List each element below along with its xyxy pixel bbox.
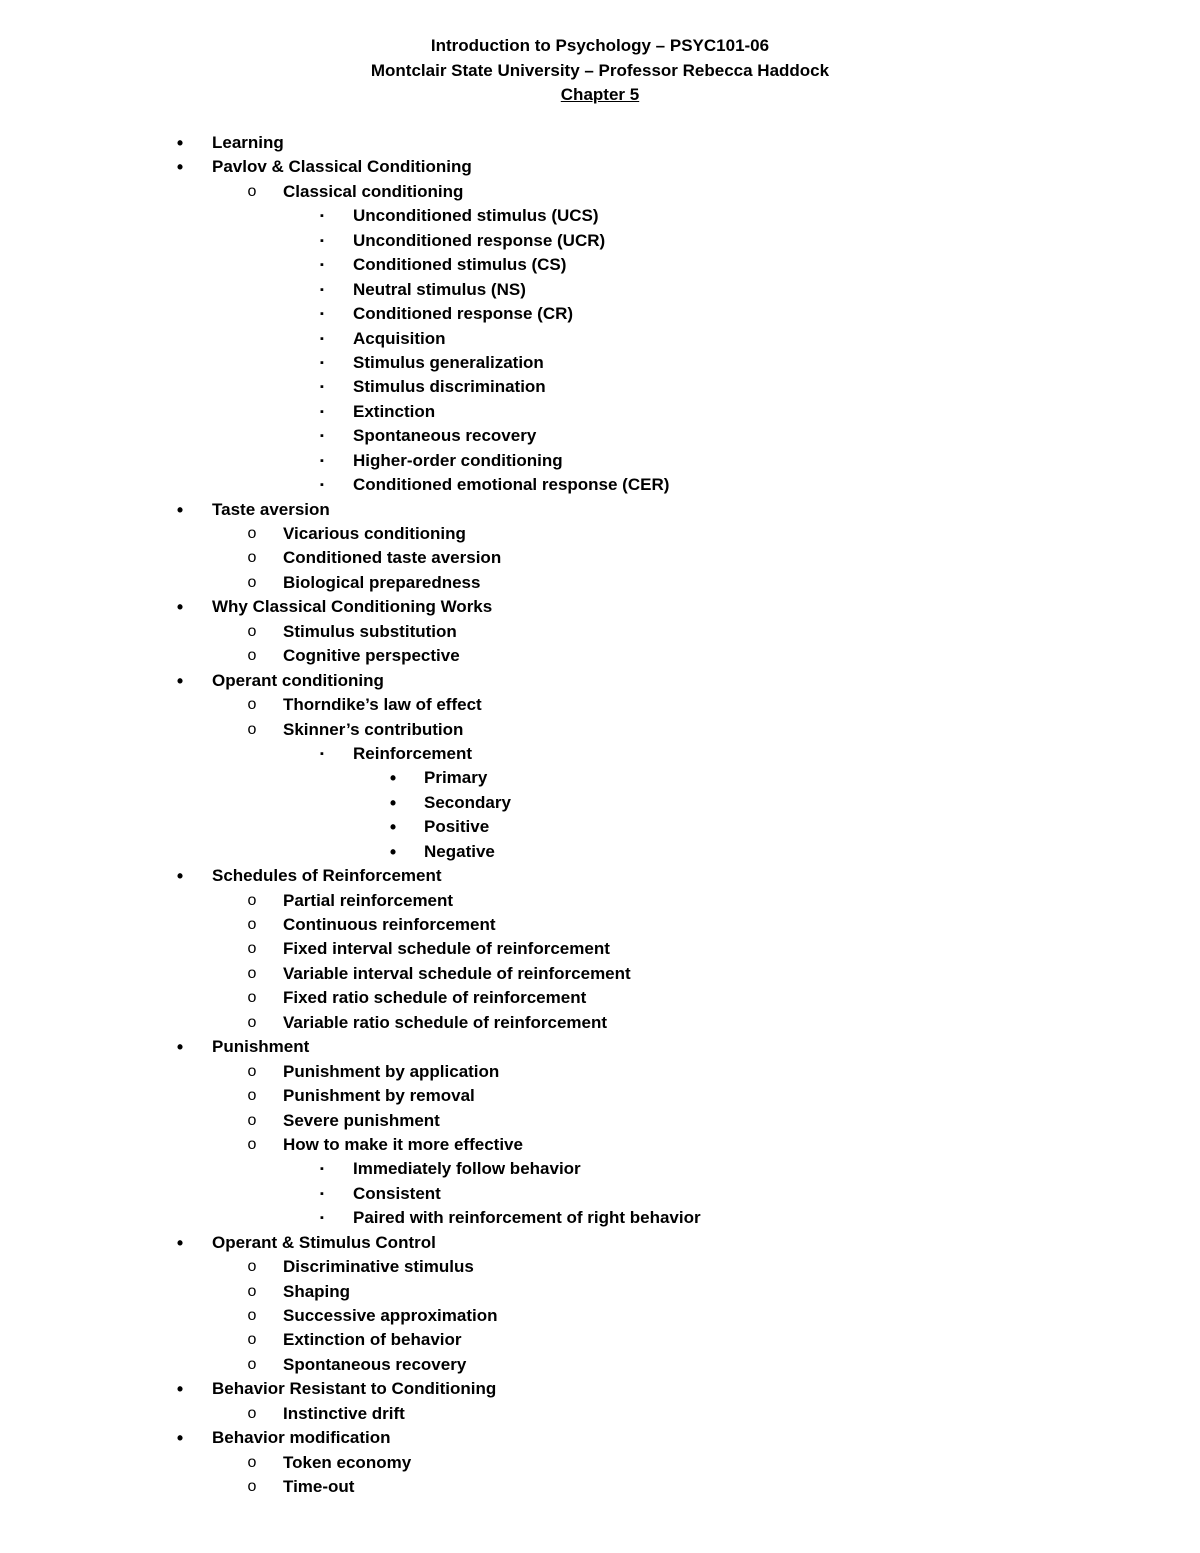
outline-item-level-4	[0, 766, 1200, 790]
chapter-outline	[0, 131, 1200, 1500]
outline-item-level-3	[0, 449, 1200, 473]
outline-item-text: Secondary	[424, 792, 511, 812]
outline-item-level-3	[0, 229, 1200, 253]
outline-item-level-2	[0, 1402, 1200, 1426]
bullet-marker: ▪	[320, 210, 324, 223]
bullet-marker: •	[176, 1232, 184, 1253]
outline-item-text: Unconditioned stimulus (UCS)	[353, 206, 599, 226]
bullet-marker: ▪	[320, 454, 324, 467]
outline-item-text: Conditioned stimulus (CS)	[353, 255, 567, 275]
outline-item-level-2	[0, 546, 1200, 570]
outline-item-level-2	[0, 1304, 1200, 1328]
outline-item-text: Variable interval schedule of reinforcement	[283, 963, 631, 983]
outline-item-level-2	[0, 937, 1200, 961]
outline-item-level-2	[0, 1011, 1200, 1035]
outline-item-level-1	[0, 1035, 1200, 1059]
bullet-marker: •	[389, 817, 397, 838]
outline-item-text: Neutral stimulus (NS)	[353, 279, 526, 299]
outline-item-text: Skinner’s contribution	[283, 719, 464, 739]
chapter-heading: Chapter 5	[560, 85, 640, 104]
bullet-marker: ▪	[320, 747, 324, 760]
bullet-marker: o	[247, 720, 257, 738]
outline-item-level-2	[0, 986, 1200, 1010]
outline-item-text: Classical conditioning	[283, 181, 464, 201]
outline-item-text: Biological preparedness	[283, 572, 481, 592]
bullet-marker: •	[389, 768, 397, 789]
bullet-marker: o	[247, 622, 257, 640]
outline-item-level-4	[0, 815, 1200, 839]
outline-item-level-1	[0, 155, 1200, 179]
bullet-marker: o	[247, 916, 257, 933]
outline-item-level-1	[0, 1231, 1200, 1255]
outline-item-text: Immediately follow behavior	[353, 1159, 581, 1179]
outline-item-level-1	[0, 864, 1200, 888]
bullet-marker: •	[176, 597, 184, 618]
bullet-marker: ▪	[320, 405, 324, 418]
outline-item-level-2	[0, 522, 1200, 546]
outline-item-text: Fixed ratio schedule of reinforcement	[283, 988, 587, 1008]
outline-item-text: Schedules of Reinforcement	[212, 866, 442, 886]
outline-item-text: Punishment by removal	[283, 1086, 475, 1106]
bullet-marker: o	[247, 1087, 257, 1105]
bullet-marker: ▪	[320, 259, 324, 272]
outline-item-level-2	[0, 1060, 1200, 1084]
bullet-marker: o	[247, 1282, 257, 1300]
bullet-marker: •	[389, 841, 397, 862]
bullet-marker: •	[176, 1428, 184, 1449]
outline-item-text: Fixed interval schedule of reinforcement	[283, 939, 610, 959]
institution-line: Montclair State University – Professor Rebecca Haddock	[370, 60, 830, 80]
outline-item-text: Partial reinforcement	[283, 890, 454, 910]
bullet-marker: •	[176, 1037, 184, 1058]
outline-item-level-3	[0, 424, 1200, 448]
outline-item-level-4	[0, 840, 1200, 864]
outline-item-level-3	[0, 1157, 1200, 1181]
outline-item-level-1	[0, 131, 1200, 155]
outline-item-text: Stimulus generalization	[353, 352, 544, 372]
outline-item-text: Reinforcement	[353, 743, 473, 763]
bullet-marker: •	[176, 866, 184, 887]
outline-item-level-3	[0, 742, 1200, 766]
outline-item-level-1	[0, 595, 1200, 619]
bullet-marker: o	[247, 1062, 257, 1080]
outline-item-text: Spontaneous recovery	[283, 1354, 467, 1374]
outline-item-level-1	[0, 669, 1200, 693]
outline-item-text: Operant conditioning	[212, 670, 384, 690]
bullet-marker: ▪	[320, 479, 324, 492]
outline-item-text: Token economy	[283, 1452, 412, 1472]
outline-item-level-3	[0, 327, 1200, 351]
outline-item-level-3	[0, 1206, 1200, 1230]
bullet-marker: o	[247, 1404, 257, 1422]
bullet-marker: ▪	[320, 356, 324, 369]
outline-item-text: Primary	[424, 768, 488, 788]
outline-item-level-2	[0, 571, 1200, 595]
bullet-marker: •	[176, 670, 184, 691]
outline-item-level-3	[0, 400, 1200, 424]
outline-item-text: Extinction	[353, 401, 436, 421]
bullet-marker: ▪	[320, 1163, 324, 1176]
outline-item-text: Shaping	[283, 1281, 351, 1301]
bullet-marker: o	[247, 1307, 257, 1324]
bullet-marker: o	[247, 1013, 257, 1031]
outline-item-level-3	[0, 204, 1200, 228]
outline-item-level-2	[0, 1328, 1200, 1352]
outline-item-level-2	[0, 1255, 1200, 1279]
bullet-marker: o	[247, 1478, 257, 1496]
outline-item-text: Thorndike’s law of effect	[283, 695, 482, 715]
outline-item-text: Time-out	[283, 1477, 355, 1497]
outline-item-level-1	[0, 1426, 1200, 1450]
bullet-marker: o	[247, 182, 257, 200]
outline-item-text: Learning	[212, 133, 284, 152]
outline-item-text: Higher-order conditioning	[353, 450, 563, 470]
outline-item-level-1	[0, 1377, 1200, 1401]
outline-item-level-3	[0, 375, 1200, 399]
bullet-marker: ▪	[320, 1212, 324, 1225]
outline-item-level-3	[0, 473, 1200, 497]
bullet-marker: ▪	[320, 332, 324, 345]
outline-item-level-2	[0, 1353, 1200, 1377]
outline-item-text: Discriminative stimulus	[283, 1257, 474, 1277]
outline-item-level-1	[0, 498, 1200, 522]
outline-item-text: Punishment by application	[283, 1061, 500, 1081]
outline-item-level-2	[0, 889, 1200, 913]
outline-item-text: Stimulus discrimination	[353, 377, 546, 397]
bullet-marker: o	[247, 1135, 257, 1153]
outline-item-text: Paired with reinforcement of right behavior	[353, 1208, 701, 1228]
outline-item-text: Conditioned emotional response (CER)	[353, 475, 670, 495]
outline-item-level-2	[0, 1084, 1200, 1108]
bullet-marker: •	[389, 792, 397, 813]
outline-item-level-2	[0, 1475, 1200, 1499]
outline-item-level-2	[0, 1451, 1200, 1475]
outline-item-level-2	[0, 180, 1200, 204]
bullet-marker: •	[176, 133, 184, 153]
outline-item-text: Acquisition	[353, 328, 446, 348]
bullet-marker: ▪	[320, 381, 324, 394]
bullet-marker: •	[176, 157, 184, 178]
course-title: Introduction to Psychology – PSYC101-06	[430, 36, 770, 55]
bullet-marker: o	[247, 940, 257, 958]
bullet-marker: o	[247, 1331, 257, 1349]
document-header	[0, 34, 1200, 108]
bullet-marker: ▪	[320, 283, 324, 296]
outline-item-level-3	[0, 253, 1200, 277]
outline-item-text: Variable ratio schedule of reinforcement	[283, 1012, 608, 1032]
bullet-marker: ▪	[320, 234, 324, 247]
bullet-marker: o	[247, 964, 257, 982]
outline-item-level-2	[0, 1280, 1200, 1304]
outline-item-text: Extinction of behavior	[283, 1330, 462, 1350]
outline-item-level-2	[0, 913, 1200, 937]
outline-item-level-3	[0, 1182, 1200, 1206]
bullet-marker: o	[247, 573, 257, 591]
bullet-marker: o	[247, 696, 257, 714]
outline-item-level-4	[0, 791, 1200, 815]
bullet-marker: •	[176, 1379, 184, 1400]
outline-item-text: Positive	[424, 817, 490, 837]
bullet-marker: ▪	[320, 430, 324, 443]
bullet-marker: •	[176, 499, 184, 520]
bullet-marker: o	[247, 1111, 257, 1129]
bullet-marker: o	[247, 549, 257, 567]
outline-item-text: Cognitive perspective	[283, 646, 460, 666]
outline-item-text: Unconditioned response (UCR)	[353, 230, 606, 250]
outline-item-level-3	[0, 351, 1200, 375]
outline-item-text: Negative	[424, 841, 495, 861]
outline-item-level-2	[0, 718, 1200, 742]
bullet-marker: o	[247, 1355, 257, 1373]
outline-item-text: Consistent	[353, 1183, 441, 1203]
outline-item-text: Conditioned taste aversion	[283, 548, 502, 568]
outline-item-text: Why Classical Conditioning Works	[212, 597, 493, 617]
outline-item-text: Behavior modification	[212, 1428, 391, 1448]
outline-item-text: How to make it more effective	[283, 1134, 523, 1154]
outline-item-text: Stimulus substitution	[283, 621, 457, 641]
outline-item-text: Behavior Resistant to Conditioning	[212, 1379, 497, 1399]
outline-item-text: Instinctive drift	[283, 1403, 405, 1423]
outline-item-text: Pavlov & Classical Conditioning	[212, 157, 472, 177]
outline-item-text: Severe punishment	[283, 1110, 440, 1130]
outline-item-level-2	[0, 962, 1200, 986]
bullet-marker: o	[247, 891, 257, 909]
outline-item-level-2	[0, 693, 1200, 717]
outline-item-text: Continuous reinforcement	[283, 915, 496, 934]
bullet-marker: o	[247, 989, 257, 1007]
outline-item-text: Spontaneous recovery	[353, 426, 537, 446]
outline-item-text: Operant & Stimulus Control	[212, 1232, 436, 1252]
outline-item-level-3	[0, 278, 1200, 302]
bullet-marker: o	[247, 525, 257, 542]
outline-item-level-3	[0, 302, 1200, 326]
outline-item-text: Conditioned response (CR)	[353, 304, 574, 324]
bullet-marker: ▪	[320, 308, 324, 321]
outline-item-text: Taste aversion	[212, 499, 330, 519]
bullet-marker: o	[247, 647, 257, 665]
outline-item-level-2	[0, 644, 1200, 668]
outline-item-text: Successive approximation	[283, 1306, 498, 1325]
outline-item-text: Vicarious conditioning	[283, 524, 466, 543]
outline-item-level-2	[0, 1109, 1200, 1133]
outline-item-level-2	[0, 620, 1200, 644]
bullet-marker: ▪	[320, 1187, 324, 1200]
outline-item-level-2	[0, 1133, 1200, 1157]
bullet-marker: o	[247, 1453, 257, 1471]
outline-item-text: Punishment	[212, 1037, 310, 1057]
bullet-marker: o	[247, 1258, 257, 1276]
